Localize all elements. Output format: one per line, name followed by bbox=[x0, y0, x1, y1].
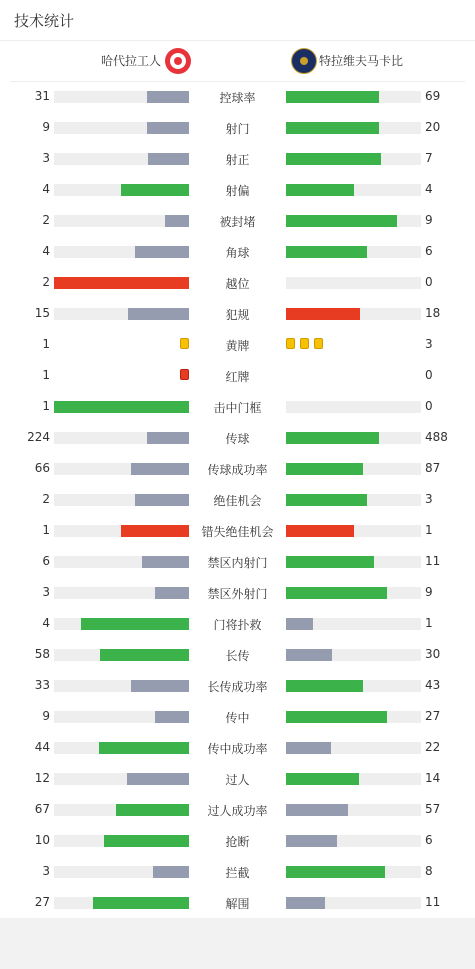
away-bar-fill bbox=[286, 494, 367, 506]
away-stat-value: 20 bbox=[425, 120, 441, 134]
away-bar-fill bbox=[286, 556, 374, 568]
home-bar-fill bbox=[81, 618, 189, 630]
home-bar-track bbox=[54, 804, 189, 816]
away-bar-fill bbox=[286, 742, 331, 754]
home-bar-track bbox=[54, 525, 189, 537]
home-bar-track bbox=[54, 401, 189, 413]
home-bar-track bbox=[54, 494, 189, 506]
away-team-logo bbox=[291, 48, 317, 74]
yellow-card-icon bbox=[300, 338, 309, 349]
home-cards bbox=[175, 369, 189, 388]
away-stat-value: 9 bbox=[425, 213, 433, 227]
stat-row bbox=[0, 614, 475, 634]
home-stat-value: 1 bbox=[42, 399, 50, 413]
stat-label: 禁区外射门 bbox=[207, 587, 268, 601]
stat-row bbox=[0, 149, 475, 169]
away-stat-value: 0 bbox=[425, 399, 433, 413]
home-stat-value: 31 bbox=[34, 89, 50, 103]
home-bar-track bbox=[54, 277, 189, 289]
divider bbox=[10, 81, 465, 82]
home-stat-value: 1 bbox=[42, 368, 50, 382]
away-bar-fill bbox=[286, 866, 385, 878]
away-stat-value: 488 bbox=[425, 430, 448, 444]
away-bar-track bbox=[286, 835, 421, 847]
away-stat-value: 22 bbox=[425, 740, 441, 754]
away-bar-fill bbox=[286, 122, 379, 134]
away-stat-value: 0 bbox=[425, 368, 433, 382]
away-stat-value: 8 bbox=[425, 864, 433, 878]
stat-label: 拦截 bbox=[225, 866, 250, 880]
stat-row bbox=[0, 335, 475, 355]
home-stat-value: 3 bbox=[42, 585, 50, 599]
home-team-name: 哈代拉工人 bbox=[100, 54, 161, 68]
home-stat-value: 2 bbox=[42, 275, 50, 289]
home-bar-fill bbox=[127, 773, 189, 785]
away-bar-fill bbox=[286, 525, 354, 537]
stat-label: 长传成功率 bbox=[207, 680, 268, 694]
away-bar-fill bbox=[286, 215, 397, 227]
home-stat-value: 15 bbox=[34, 306, 50, 320]
home-bar-fill bbox=[155, 587, 189, 599]
home-bar-track bbox=[54, 773, 189, 785]
home-bar-track bbox=[54, 556, 189, 568]
away-bar-track bbox=[286, 432, 421, 444]
away-bar-track bbox=[286, 742, 421, 754]
home-bar-track bbox=[54, 184, 189, 196]
away-stat-value: 11 bbox=[425, 554, 441, 568]
away-team-header[interactable] bbox=[237, 48, 475, 74]
away-stat-value: 6 bbox=[425, 244, 433, 258]
away-bar-fill bbox=[286, 897, 325, 909]
home-bar-fill bbox=[155, 711, 189, 723]
stat-label: 禁区内射门 bbox=[207, 556, 268, 570]
home-bar-fill bbox=[128, 308, 189, 320]
stat-label: 解围 bbox=[225, 897, 250, 911]
home-bar-fill bbox=[99, 742, 189, 754]
stat-label: 门将扑救 bbox=[213, 618, 262, 632]
home-bar-fill bbox=[100, 649, 189, 661]
stat-label: 传球 bbox=[225, 432, 250, 446]
stat-label: 射正 bbox=[225, 153, 250, 167]
away-bar-track bbox=[286, 122, 421, 134]
stat-label: 射偏 bbox=[225, 184, 250, 198]
home-bar-track bbox=[54, 618, 189, 630]
home-bar-fill bbox=[165, 215, 189, 227]
stat-row bbox=[0, 769, 475, 789]
away-stat-value: 57 bbox=[425, 802, 441, 816]
away-stat-value: 14 bbox=[425, 771, 441, 785]
stat-label: 错失绝佳机会 bbox=[201, 525, 274, 539]
stat-label: 过人成功率 bbox=[207, 804, 268, 818]
away-bar-track bbox=[286, 711, 421, 723]
home-bar-fill bbox=[54, 401, 189, 413]
away-stat-value: 69 bbox=[425, 89, 441, 103]
home-bar-fill bbox=[93, 897, 189, 909]
home-bar-fill bbox=[131, 680, 189, 692]
home-cards bbox=[175, 338, 189, 357]
home-bar-track bbox=[54, 153, 189, 165]
away-bar-track bbox=[286, 773, 421, 785]
home-bar-fill bbox=[148, 153, 189, 165]
away-stat-value: 7 bbox=[425, 151, 433, 165]
home-stat-value: 12 bbox=[34, 771, 50, 785]
stat-row bbox=[0, 738, 475, 758]
away-bar-fill bbox=[286, 649, 332, 661]
yellow-card-icon bbox=[314, 338, 323, 349]
home-bar-fill bbox=[54, 277, 189, 289]
home-team-header[interactable] bbox=[0, 48, 237, 74]
stat-label: 控球率 bbox=[219, 91, 256, 105]
home-team-logo bbox=[165, 48, 191, 74]
away-bar-track bbox=[286, 401, 421, 413]
stat-row bbox=[0, 87, 475, 107]
stat-row bbox=[0, 707, 475, 727]
away-bar-track bbox=[286, 463, 421, 475]
home-bar-fill bbox=[131, 463, 189, 475]
stat-label: 传球成功率 bbox=[207, 463, 268, 477]
home-bar-track bbox=[54, 866, 189, 878]
away-bar-track bbox=[286, 804, 421, 816]
stat-label: 红牌 bbox=[225, 370, 250, 384]
away-bar-track bbox=[286, 556, 421, 568]
stat-label: 击中门框 bbox=[213, 401, 262, 415]
stat-row bbox=[0, 862, 475, 882]
home-stat-value: 1 bbox=[42, 523, 50, 537]
home-stat-value: 9 bbox=[42, 709, 50, 723]
away-bar-fill bbox=[286, 432, 379, 444]
away-bar-track bbox=[286, 184, 421, 196]
away-bar-track bbox=[286, 91, 421, 103]
home-bar-track bbox=[54, 897, 189, 909]
stat-label: 传中 bbox=[225, 711, 250, 725]
stat-row bbox=[0, 583, 475, 603]
stat-label: 角球 bbox=[225, 246, 250, 260]
away-bar-fill bbox=[286, 463, 363, 475]
away-stat-value: 4 bbox=[425, 182, 433, 196]
away-bar-track bbox=[286, 897, 421, 909]
away-bar-fill bbox=[286, 618, 313, 630]
home-bar-fill bbox=[147, 122, 189, 134]
stat-row bbox=[0, 118, 475, 138]
home-bar-track bbox=[54, 463, 189, 475]
stat-row bbox=[0, 676, 475, 696]
home-stat-value: 27 bbox=[34, 895, 50, 909]
away-bar-track bbox=[286, 866, 421, 878]
home-stat-value: 2 bbox=[42, 213, 50, 227]
stat-label: 传中成功率 bbox=[207, 742, 268, 756]
stat-label: 犯规 bbox=[225, 308, 250, 322]
home-bar-track bbox=[54, 215, 189, 227]
away-stat-value: 87 bbox=[425, 461, 441, 475]
away-bar-fill bbox=[286, 587, 387, 599]
stat-label: 射门 bbox=[225, 122, 250, 136]
stat-label: 被封堵 bbox=[219, 215, 256, 229]
home-stat-value: 3 bbox=[42, 151, 50, 165]
away-bar-track bbox=[286, 277, 421, 289]
home-bar-track bbox=[54, 432, 189, 444]
away-bar-fill bbox=[286, 835, 337, 847]
away-bar-track bbox=[286, 494, 421, 506]
home-stat-value: 58 bbox=[34, 647, 50, 661]
away-bar-fill bbox=[286, 308, 360, 320]
yellow-card-icon bbox=[286, 338, 295, 349]
away-bar-fill bbox=[286, 184, 354, 196]
home-bar-track bbox=[54, 246, 189, 258]
home-bar-track bbox=[54, 711, 189, 723]
stat-row bbox=[0, 211, 475, 231]
away-stat-value: 43 bbox=[425, 678, 441, 692]
away-stat-value: 3 bbox=[425, 492, 433, 506]
away-stat-value: 27 bbox=[425, 709, 441, 723]
home-stat-value: 44 bbox=[34, 740, 50, 754]
divider bbox=[0, 40, 475, 41]
home-bar-track bbox=[54, 742, 189, 754]
home-stat-value: 1 bbox=[42, 337, 50, 351]
away-bar-fill bbox=[286, 680, 363, 692]
away-bar-fill bbox=[286, 773, 359, 785]
stat-row bbox=[0, 459, 475, 479]
home-bar-track bbox=[54, 91, 189, 103]
page-title: 技术统计 bbox=[14, 12, 75, 30]
stat-label: 长传 bbox=[225, 649, 250, 663]
home-bar-track bbox=[54, 835, 189, 847]
home-stat-value: 33 bbox=[34, 678, 50, 692]
home-stat-value: 224 bbox=[27, 430, 50, 444]
home-bar-fill bbox=[147, 91, 189, 103]
stat-label: 过人 bbox=[225, 773, 250, 787]
stat-row bbox=[0, 273, 475, 293]
stat-row bbox=[0, 645, 475, 665]
home-stat-value: 4 bbox=[42, 182, 50, 196]
home-stat-value: 67 bbox=[34, 802, 50, 816]
stat-row bbox=[0, 552, 475, 572]
home-bar-track bbox=[54, 649, 189, 661]
away-bar-fill bbox=[286, 246, 367, 258]
away-bar-track bbox=[286, 153, 421, 165]
home-bar-fill bbox=[121, 184, 189, 196]
home-bar-fill bbox=[142, 556, 189, 568]
away-bar-track bbox=[286, 680, 421, 692]
stat-label: 抢断 bbox=[225, 835, 250, 849]
home-stat-value: 9 bbox=[42, 120, 50, 134]
stat-row bbox=[0, 242, 475, 262]
away-stat-value: 30 bbox=[425, 647, 441, 661]
away-cards bbox=[286, 338, 328, 357]
away-stat-value: 9 bbox=[425, 585, 433, 599]
away-stat-value: 0 bbox=[425, 275, 433, 289]
stat-label: 黄牌 bbox=[225, 339, 250, 353]
away-stat-value: 1 bbox=[425, 616, 433, 630]
stat-row bbox=[0, 366, 475, 386]
home-stat-value: 3 bbox=[42, 864, 50, 878]
away-stat-value: 6 bbox=[425, 833, 433, 847]
away-stat-value: 1 bbox=[425, 523, 433, 537]
stat-row bbox=[0, 428, 475, 448]
home-bar-track bbox=[54, 587, 189, 599]
away-bar-track bbox=[286, 215, 421, 227]
stat-row bbox=[0, 521, 475, 541]
away-stat-value: 11 bbox=[425, 895, 441, 909]
away-bar-track bbox=[286, 246, 421, 258]
away-bar-track bbox=[286, 525, 421, 537]
home-bar-fill bbox=[135, 246, 189, 258]
stat-row bbox=[0, 893, 475, 913]
home-stat-value: 6 bbox=[42, 554, 50, 568]
stat-row bbox=[0, 800, 475, 820]
away-bar-fill bbox=[286, 804, 348, 816]
home-stat-value: 4 bbox=[42, 616, 50, 630]
stat-row bbox=[0, 831, 475, 851]
home-bar-track bbox=[54, 122, 189, 134]
away-bar-track bbox=[286, 649, 421, 661]
stat-row bbox=[0, 397, 475, 417]
red-card-icon bbox=[180, 369, 189, 380]
home-bar-fill bbox=[121, 525, 189, 537]
home-bar-fill bbox=[153, 866, 189, 878]
away-bar-fill bbox=[286, 91, 379, 103]
home-bar-track bbox=[54, 308, 189, 320]
home-bar-track bbox=[54, 680, 189, 692]
home-stat-value: 2 bbox=[42, 492, 50, 506]
home-bar-fill bbox=[135, 494, 189, 506]
home-stat-value: 66 bbox=[34, 461, 50, 475]
home-bar-fill bbox=[116, 804, 189, 816]
away-bar-fill bbox=[286, 711, 387, 723]
home-stat-value: 10 bbox=[34, 833, 50, 847]
away-bar-track bbox=[286, 618, 421, 630]
home-stat-value: 4 bbox=[42, 244, 50, 258]
home-bar-fill bbox=[104, 835, 189, 847]
stat-row bbox=[0, 180, 475, 200]
away-bar-fill bbox=[286, 153, 381, 165]
away-bar-track bbox=[286, 308, 421, 320]
away-team-name: 特拉维夫马卡比 bbox=[319, 54, 404, 68]
away-stat-value: 3 bbox=[425, 337, 433, 351]
home-bar-fill bbox=[147, 432, 189, 444]
yellow-card-icon bbox=[180, 338, 189, 349]
stat-label: 绝佳机会 bbox=[213, 494, 262, 508]
stat-label: 越位 bbox=[225, 277, 250, 291]
stat-row bbox=[0, 304, 475, 324]
away-stat-value: 18 bbox=[425, 306, 441, 320]
away-bar-track bbox=[286, 587, 421, 599]
stat-row bbox=[0, 490, 475, 510]
